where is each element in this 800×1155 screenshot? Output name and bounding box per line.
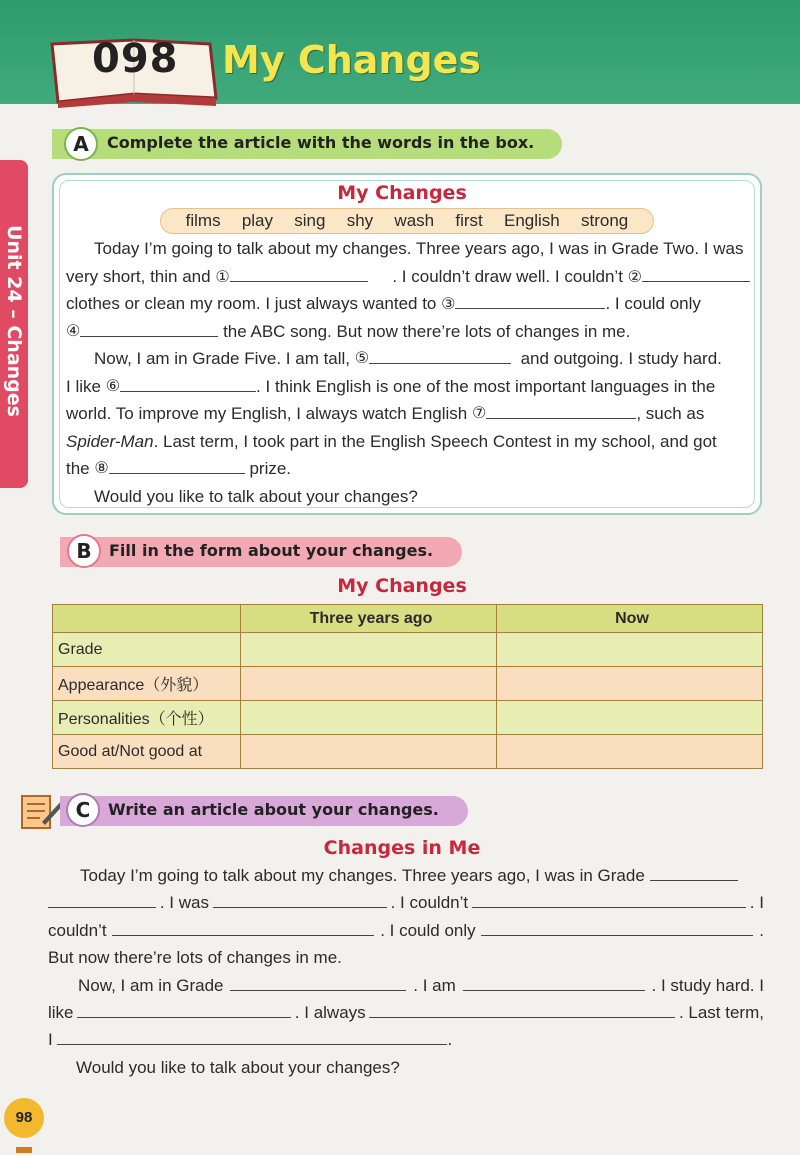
word-item: films bbox=[185, 211, 221, 230]
row-label: Appearance（外貌） bbox=[53, 667, 241, 701]
column-header: Three years ago bbox=[241, 605, 497, 633]
blank-c8[interactable] bbox=[463, 972, 645, 991]
blank-c4[interactable] bbox=[472, 889, 746, 908]
blank-number: ⑦ bbox=[471, 405, 487, 422]
blank-number: ⑤ bbox=[354, 350, 370, 367]
section-c-letter: C bbox=[66, 793, 100, 827]
form-cell[interactable] bbox=[241, 633, 497, 667]
blank-number: ⑥ bbox=[105, 377, 121, 395]
text-line: . Last term, I took part in the English Speech Contest in my school, and got bbox=[153, 431, 717, 451]
word-item: play bbox=[241, 211, 274, 230]
form-cell[interactable] bbox=[497, 735, 763, 769]
section-a-letter: A bbox=[64, 127, 98, 161]
text-line: . I was bbox=[159, 893, 209, 913]
blank-c10[interactable] bbox=[369, 999, 675, 1018]
page-title: My Changes bbox=[222, 38, 482, 82]
row-label: Personalities（个性） bbox=[53, 701, 241, 735]
unit-label: Unit 24 – Changes bbox=[3, 225, 25, 417]
text-line: couldn’t bbox=[48, 920, 107, 940]
blank-3[interactable] bbox=[455, 290, 605, 309]
text-line: Now, I am in Grade bbox=[78, 975, 224, 995]
text-line: clothes or clean my room. I just always wanted to bbox=[66, 294, 437, 313]
form-cell[interactable] bbox=[497, 701, 763, 735]
form-cell[interactable] bbox=[497, 633, 763, 667]
blank-c7[interactable] bbox=[230, 972, 406, 991]
text-line: Would you like to talk about your changes? bbox=[76, 1057, 400, 1077]
blank-8[interactable] bbox=[109, 455, 245, 474]
text-line: . I could only bbox=[605, 294, 701, 313]
blank-number: ⑧ bbox=[94, 460, 109, 477]
blank-7[interactable] bbox=[486, 400, 636, 419]
blank-4[interactable] bbox=[80, 318, 218, 337]
article-a-title: My Changes bbox=[337, 182, 467, 204]
row-label: Good at/Not good at bbox=[53, 735, 241, 769]
text-line: Would you like to talk about your changes? bbox=[94, 486, 418, 506]
text-line: the bbox=[66, 459, 90, 478]
article-c-text bbox=[48, 862, 764, 1081]
form-cell[interactable] bbox=[241, 701, 497, 735]
row-label: Grade bbox=[53, 633, 241, 667]
text-line: . I couldn’t bbox=[390, 893, 469, 913]
text-line: I bbox=[48, 1030, 53, 1050]
blank-number: ① bbox=[215, 268, 230, 286]
article-a-text bbox=[66, 235, 750, 510]
text-line: I like bbox=[66, 376, 101, 396]
text-line: . I bbox=[749, 893, 764, 913]
text-line: very short, thin and bbox=[66, 266, 211, 286]
text-line: world. To improve my English, I always watch English bbox=[66, 404, 468, 423]
blank-c1[interactable] bbox=[650, 862, 738, 881]
word-item: strong bbox=[581, 211, 629, 230]
text-line: like bbox=[48, 1002, 74, 1022]
text-line: prize. bbox=[249, 459, 292, 478]
section-b-instruction: Fill in the form about your changes. bbox=[109, 541, 434, 560]
movie-title: Spider-Man bbox=[66, 431, 154, 451]
text-line: . I always bbox=[294, 1002, 366, 1022]
form-cell[interactable] bbox=[241, 735, 497, 769]
text-line: and outgoing. I study hard. bbox=[520, 349, 722, 368]
column-header: Now bbox=[497, 605, 763, 633]
blank-c11[interactable] bbox=[57, 1026, 447, 1045]
section-a-instruction: Complete the article with the words in the box. bbox=[107, 133, 535, 152]
form-cell[interactable] bbox=[497, 667, 763, 701]
section-c-instruction: Write an article about your changes. bbox=[108, 800, 439, 819]
page-number-tab bbox=[16, 1147, 32, 1153]
word-box bbox=[160, 208, 654, 234]
blank-c2[interactable] bbox=[48, 889, 156, 908]
form-cell[interactable] bbox=[241, 667, 497, 701]
blank-c3[interactable] bbox=[213, 889, 387, 908]
blank-5[interactable] bbox=[369, 345, 511, 364]
blank-c9[interactable] bbox=[77, 999, 291, 1018]
text-line: . Last term, bbox=[678, 1002, 764, 1022]
text-line: . bbox=[759, 920, 764, 940]
changes-form bbox=[52, 604, 763, 769]
section-b-letter: B bbox=[67, 534, 101, 568]
table-title: My Changes bbox=[337, 575, 467, 597]
text-line: Now, I am in Grade Five. I am tall, bbox=[94, 349, 351, 368]
word-item: wash bbox=[394, 211, 435, 230]
word-item: sing bbox=[294, 211, 326, 230]
word-item: first bbox=[455, 211, 483, 230]
blank-c5[interactable] bbox=[112, 917, 374, 936]
blank-number: ② bbox=[627, 268, 642, 286]
text-line: , such as bbox=[636, 404, 705, 423]
blank-number: ④ bbox=[66, 322, 81, 340]
blank-1[interactable] bbox=[230, 263, 368, 282]
blank-2[interactable] bbox=[642, 263, 750, 282]
word-item: English bbox=[504, 211, 560, 230]
text-line: Today I’m going to talk about my changes. Three years ago, I was in Grade bbox=[80, 866, 645, 885]
lesson-number: 098 bbox=[92, 36, 179, 82]
text-line: . bbox=[447, 1030, 453, 1050]
text-line: Today I’m going to talk about my changes. Three years ago, I was in Grade Two. I was bbox=[94, 239, 744, 258]
text-line: . I study hard. I bbox=[651, 975, 764, 995]
text-line: . I couldn’t draw well. I couldn’t bbox=[392, 266, 623, 286]
unit-side-tab bbox=[0, 160, 28, 488]
text-line: But now there’re lots of changes in me. bbox=[48, 948, 342, 968]
text-line: . I am bbox=[413, 975, 456, 995]
text-line: . I think English is one of the most important languages in the bbox=[256, 376, 716, 396]
blank-number: ③ bbox=[441, 296, 456, 313]
blank-c6[interactable] bbox=[481, 917, 753, 936]
word-item: shy bbox=[346, 211, 374, 230]
text-line: . I could only bbox=[380, 920, 476, 940]
corner-cell bbox=[53, 605, 241, 633]
text-line: the ABC song. But now there’re lots of changes in me. bbox=[223, 321, 631, 341]
article-c-title: Changes in Me bbox=[323, 837, 481, 859]
page-number: 98 bbox=[4, 1098, 44, 1138]
blank-6[interactable] bbox=[120, 373, 256, 392]
